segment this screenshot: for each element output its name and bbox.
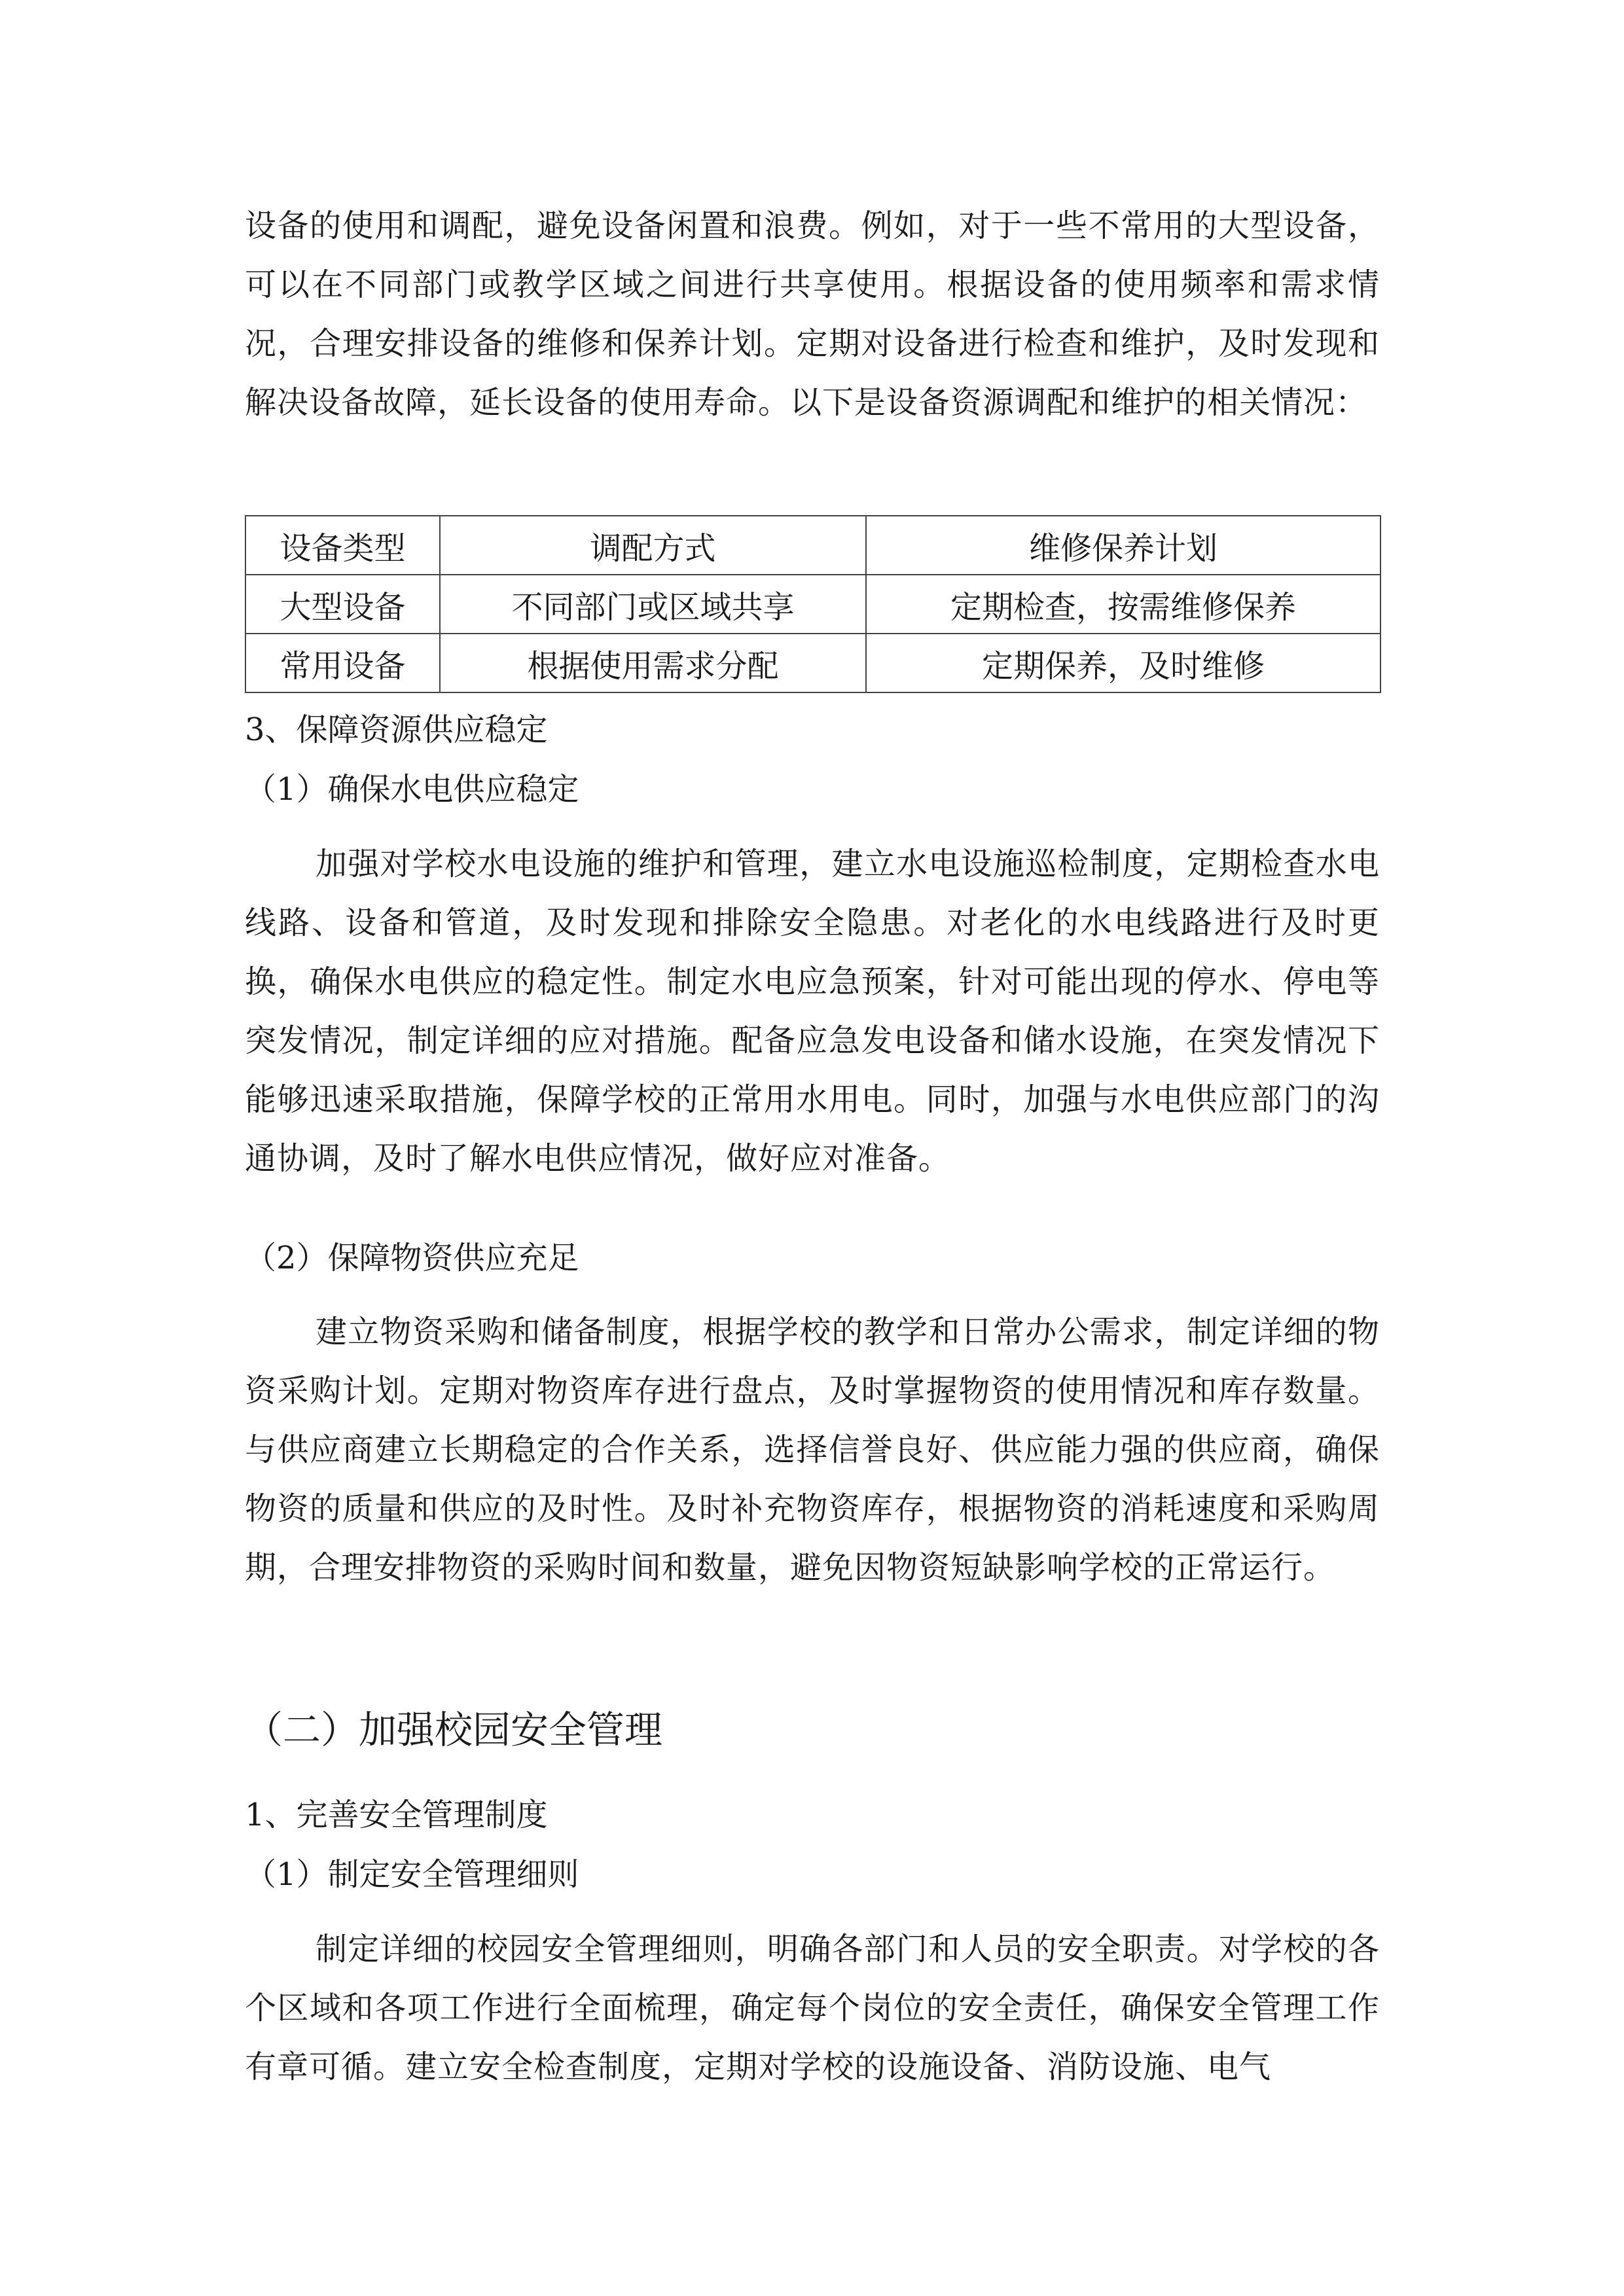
table-row bbox=[245, 634, 1380, 692]
table-header-cell: 维修保养计划 bbox=[866, 516, 1380, 575]
table-header-cell: 设备类型 bbox=[245, 516, 440, 575]
part-heading: （二）加强校园安全管理 bbox=[245, 1708, 663, 1752]
table-header-row bbox=[245, 516, 1380, 575]
subsection-1-1-heading-block bbox=[245, 1855, 1380, 1894]
subsection-3-2-heading-block bbox=[245, 1238, 1380, 1278]
safety-rules-paragraph: 制定详细的校园安全管理细则，明确各部门和人员的安全职责。对学校的各个区域和各项工作进行全面梳理，确定每个岗位的安全责任，确保安全管理工作有章可循。建立安全检查制度，定期对学校的设施设备、消防设施、电气 bbox=[245, 1931, 1380, 2085]
table-header-cell: 调配方式 bbox=[440, 516, 866, 575]
equipment-table bbox=[245, 515, 1381, 693]
table-cell: 不同部门或区域共享 bbox=[440, 575, 866, 634]
subsection-3-1-heading-block bbox=[245, 770, 1380, 809]
materials-paragraph-block bbox=[245, 1302, 1380, 1597]
intro-paragraph: 设备的使用和调配，避免设备闲置和浪费。例如，对于一些不常用的大型设备，可以在不同部门或教学区域之间进行共享使用。根据设备的使用频率和需求情况，合理安排设备的维修和保养计划。定期对设备进行检查和维护，及时发现和解决设备故障，延长设备的使用寿命。以下是设备资源调配和维护的相关情况： bbox=[245, 207, 1380, 421]
subsection-heading: （1）制定安全管理细则 bbox=[245, 1856, 579, 1893]
subsection-heading: （1）确保水电供应稳定 bbox=[245, 771, 579, 808]
table-cell: 定期检查，按需维修保养 bbox=[866, 575, 1380, 634]
water-power-paragraph: 加强对学校水电设施的维护和管理，建立水电设施巡检制度，定期检查水电线路、设备和管道，及时发现和排除安全隐患。对老化的水电线路进行及时更换，确保水电供应的稳定性。制定水电应急预案，针对可能出现的停水、停电等突发情况，制定详细的应对措施。配备应急发电设备和储水设施，在突发情况下能够迅速采取措施，保障学校的正常用水用电。同时，加强与水电供应部门的沟通协调，及时了解水电供应情况，做好应对准备。 bbox=[245, 846, 1380, 1177]
safety-rules-paragraph-block bbox=[245, 1920, 1380, 2096]
section-3-heading-block bbox=[245, 710, 1380, 749]
part-2-heading-block bbox=[245, 1707, 1380, 1753]
section-heading: 1、完善安全管理制度 bbox=[245, 1797, 548, 1833]
materials-paragraph: 建立物资采购和储备制度，根据学校的教学和日常办公需求，制定详细的物资采购计划。定期对物资库存进行盘点，及时掌握物资的使用情况和库存数量。与供应商建立长期稳定的合作关系，选择信誉良好、供应能力强的供应商，确保物资的质量和供应的及时性。及时补充物资库存，根据物资的消耗速度和采购周期，合理安排物资的采购时间和数量，避免因物资短缺影响学校的正常运行。 bbox=[245, 1314, 1380, 1586]
table-cell: 常用设备 bbox=[245, 634, 440, 692]
section-1-heading-block bbox=[245, 1795, 1380, 1835]
water-power-paragraph-block bbox=[245, 834, 1380, 1188]
subsection-heading: （2）保障物资供应充足 bbox=[245, 1240, 579, 1276]
table-cell: 定期保养，及时维修 bbox=[866, 634, 1380, 692]
table-cell: 根据使用需求分配 bbox=[440, 634, 866, 692]
intro-paragraph-block bbox=[245, 196, 1380, 432]
table-row bbox=[245, 575, 1380, 634]
section-heading: 3、保障资源供应稳定 bbox=[245, 711, 548, 748]
table-cell: 大型设备 bbox=[245, 575, 440, 634]
